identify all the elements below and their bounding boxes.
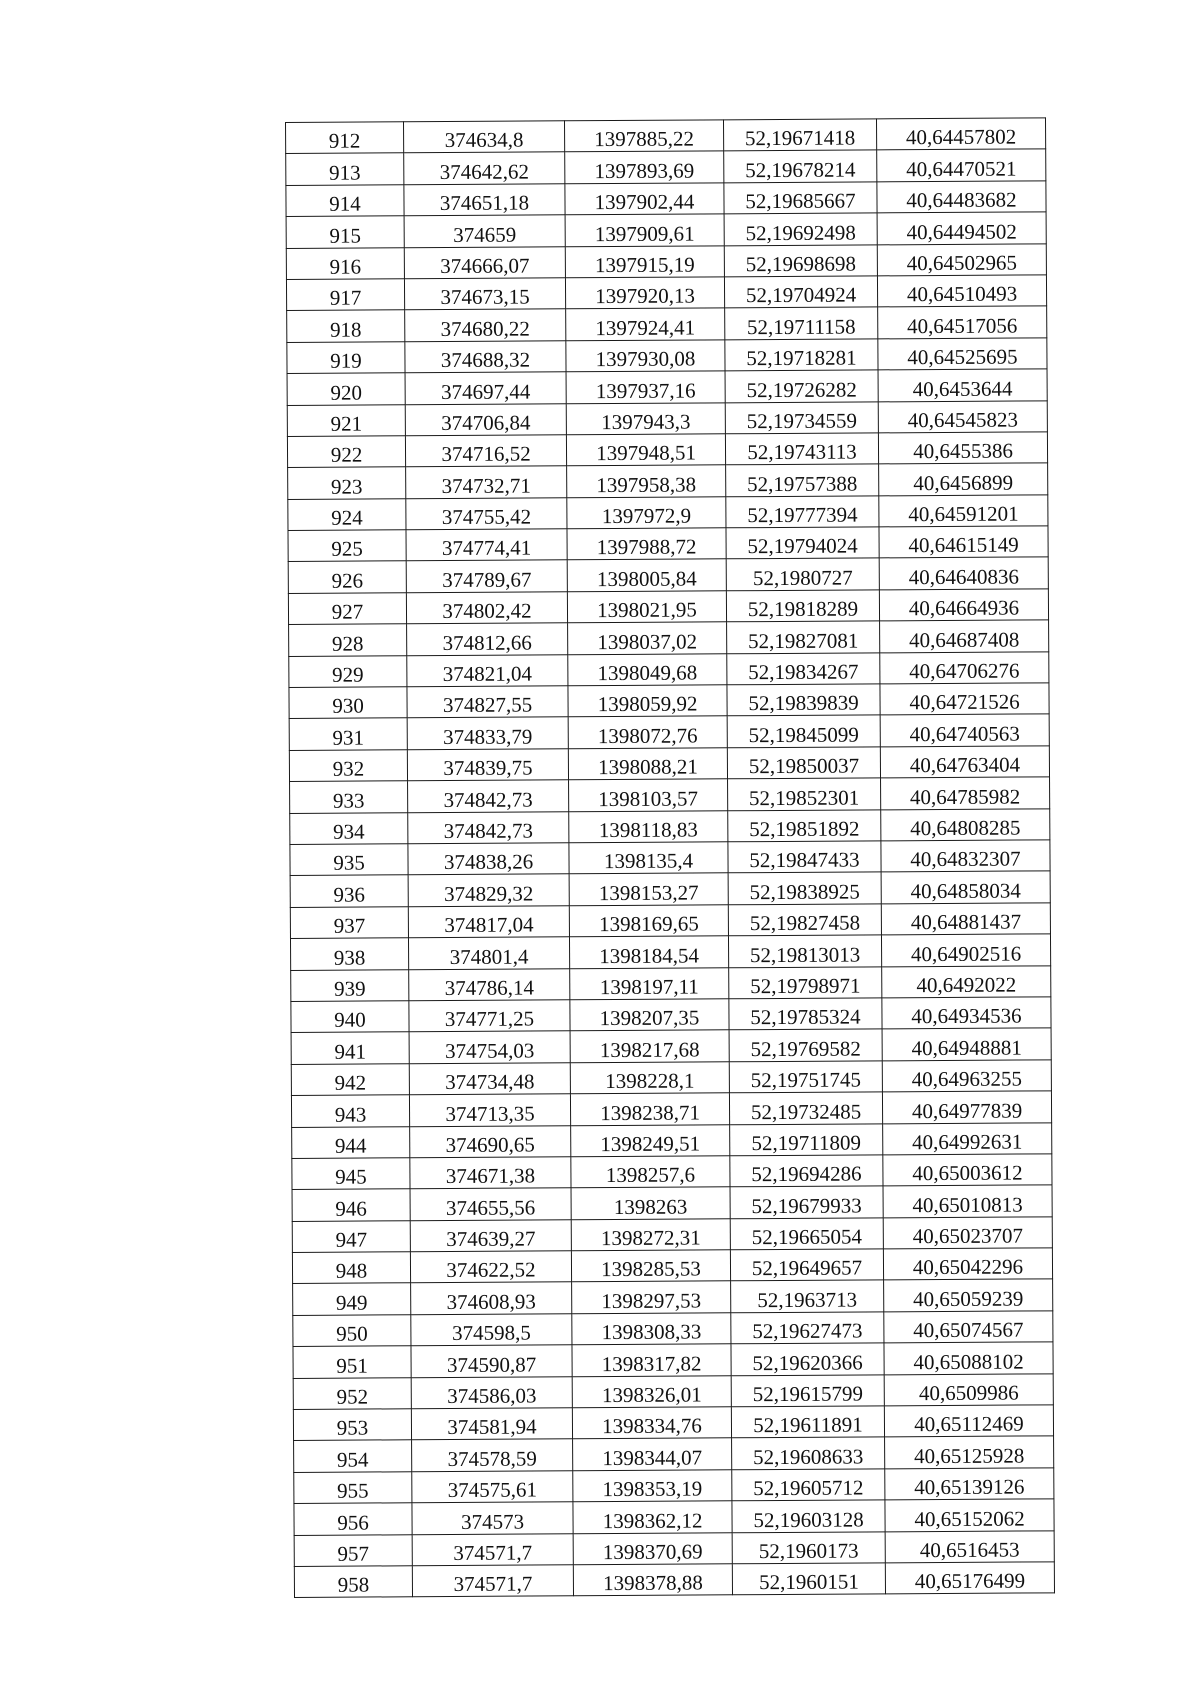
- point-number-cell: 933: [290, 781, 408, 813]
- longitude-cell: 40,64992631: [883, 1122, 1052, 1154]
- longitude-cell: 40,64687408: [880, 620, 1049, 652]
- table-row: [291, 1091, 1051, 1127]
- x-coordinate-cell: 374671,38: [410, 1157, 571, 1189]
- x-coordinate-cell: 374666,07: [404, 246, 565, 278]
- y-coordinate-cell: 1397915,19: [565, 245, 724, 277]
- longitude-cell: 40,64517056: [878, 306, 1047, 338]
- point-number-cell: 941: [291, 1032, 409, 1064]
- table-row: [294, 1530, 1054, 1566]
- table-row: [289, 746, 1049, 782]
- longitude-cell: 40,64902516: [881, 934, 1050, 966]
- x-coordinate-cell: 374578,59: [412, 1439, 573, 1471]
- point-number-cell: 924: [288, 498, 406, 530]
- latitude-cell: 52,19852301: [728, 778, 881, 810]
- longitude-cell: 40,65010813: [883, 1185, 1052, 1217]
- y-coordinate-cell: 1398317,82: [572, 1344, 731, 1376]
- point-number-cell: 948: [292, 1252, 410, 1284]
- point-number-cell: 926: [288, 561, 406, 593]
- point-number-cell: 915: [286, 216, 404, 248]
- x-coordinate-cell: 374575,61: [412, 1471, 573, 1503]
- y-coordinate-cell: 1398072,76: [568, 716, 727, 748]
- y-coordinate-cell: 1398169,65: [569, 905, 728, 937]
- x-coordinate-cell: 374688,32: [405, 341, 566, 373]
- table-row: [290, 903, 1050, 939]
- table-row: [289, 714, 1049, 750]
- point-number-cell: 939: [291, 969, 409, 1001]
- point-number-cell: 958: [294, 1566, 412, 1598]
- point-number-cell: 920: [287, 373, 405, 405]
- latitude-cell: 52,19785324: [729, 998, 882, 1030]
- table-row: [294, 1499, 1054, 1535]
- coordinate-table: [285, 117, 1055, 1598]
- longitude-cell: 40,65088102: [884, 1342, 1053, 1374]
- table-row: [286, 243, 1046, 279]
- longitude-cell: 40,6509986: [884, 1373, 1053, 1405]
- longitude-cell: 40,6516453: [885, 1530, 1054, 1562]
- point-number-cell: 921: [287, 404, 405, 436]
- x-coordinate-cell: 374622,52: [410, 1251, 571, 1283]
- table-row: [288, 526, 1048, 562]
- y-coordinate-cell: 1397948,51: [566, 434, 725, 466]
- y-coordinate-cell: 1397909,61: [565, 214, 724, 246]
- longitude-cell: 40,64934536: [882, 997, 1051, 1029]
- y-coordinate-cell: 1398135,4: [569, 842, 728, 874]
- x-coordinate-cell: 374571,7: [412, 1565, 573, 1597]
- y-coordinate-cell: 1398021,95: [567, 591, 726, 623]
- point-number-cell: 919: [287, 342, 405, 374]
- longitude-cell: 40,65112469: [884, 1405, 1053, 1437]
- point-number-cell: 923: [288, 467, 406, 499]
- table-row: [294, 1436, 1054, 1472]
- longitude-cell: 40,64832307: [881, 840, 1050, 872]
- point-number-cell: 912: [286, 122, 404, 154]
- y-coordinate-cell: 1398344,07: [573, 1438, 732, 1470]
- latitude-cell: 52,19605712: [732, 1469, 885, 1501]
- y-coordinate-cell: 1398153,27: [569, 873, 728, 905]
- y-coordinate-cell: 1398228,1: [570, 1062, 729, 1094]
- table-row: [286, 118, 1046, 154]
- table-row: [290, 777, 1050, 813]
- x-coordinate-cell: 374716,52: [405, 435, 566, 467]
- longitude-cell: 40,64664936: [879, 589, 1048, 621]
- table-row: [293, 1279, 1053, 1315]
- x-coordinate-cell: 374673,15: [404, 278, 565, 310]
- latitude-cell: 52,19813013: [728, 935, 881, 967]
- point-number-cell: 922: [287, 436, 405, 468]
- latitude-cell: 52,19698698: [724, 244, 877, 276]
- table-row: [289, 683, 1049, 719]
- point-number-cell: 950: [293, 1315, 411, 1347]
- y-coordinate-cell: 1398272,31: [571, 1218, 730, 1250]
- table-row: [286, 149, 1046, 185]
- latitude-cell: 52,19649657: [730, 1249, 883, 1281]
- table-row: [291, 997, 1051, 1033]
- y-coordinate-cell: 1398297,53: [572, 1281, 731, 1313]
- y-coordinate-cell: 1397937,16: [566, 371, 725, 403]
- latitude-cell: 52,19798971: [729, 966, 882, 998]
- point-number-cell: 954: [294, 1440, 412, 1472]
- point-number-cell: 932: [289, 750, 407, 782]
- latitude-cell: 52,19726282: [725, 370, 878, 402]
- latitude-cell: 52,19847433: [728, 841, 881, 873]
- y-coordinate-cell: 1398263: [571, 1187, 730, 1219]
- point-number-cell: 953: [293, 1409, 411, 1441]
- x-coordinate-cell: 374573: [412, 1502, 573, 1534]
- table-row: [290, 808, 1050, 844]
- longitude-cell: 40,65139126: [885, 1468, 1054, 1500]
- table-row: [292, 1154, 1052, 1190]
- latitude-cell: 52,19620366: [731, 1343, 884, 1375]
- longitude-cell: 40,64721526: [880, 683, 1049, 715]
- latitude-cell: 52,19627473: [731, 1312, 884, 1344]
- y-coordinate-cell: 1398059,92: [568, 685, 727, 717]
- point-number-cell: 947: [292, 1220, 410, 1252]
- y-coordinate-cell: 1398326,01: [572, 1375, 731, 1407]
- latitude-cell: 52,19751745: [729, 1061, 882, 1093]
- point-number-cell: 944: [292, 1126, 410, 1158]
- latitude-cell: 52,1960173: [732, 1531, 885, 1563]
- point-number-cell: 931: [289, 718, 407, 750]
- table-row: [286, 275, 1046, 311]
- table-row: [289, 620, 1049, 656]
- latitude-cell: 52,19827458: [728, 904, 881, 936]
- y-coordinate-cell: 1398370,69: [573, 1532, 732, 1564]
- y-coordinate-cell: 1398118,83: [569, 810, 728, 842]
- x-coordinate-cell: 374755,42: [406, 497, 567, 529]
- x-coordinate-cell: 374634,8: [404, 121, 565, 153]
- y-coordinate-cell: 1398249,51: [571, 1124, 730, 1156]
- latitude-cell: 52,19834267: [727, 653, 880, 685]
- y-coordinate-cell: 1398378,88: [573, 1564, 732, 1596]
- table-body: [286, 118, 1055, 1598]
- longitude-cell: 40,65176499: [885, 1562, 1054, 1594]
- latitude-cell: 52,19665054: [730, 1218, 883, 1250]
- latitude-cell: 52,19839839: [727, 684, 880, 716]
- latitude-cell: 52,19827081: [727, 621, 880, 653]
- x-coordinate-cell: 374706,84: [405, 403, 566, 435]
- longitude-cell: 40,64483682: [877, 181, 1046, 213]
- longitude-cell: 40,64785982: [881, 777, 1050, 809]
- table-row: [287, 338, 1047, 374]
- x-coordinate-cell: 374713,35: [409, 1094, 570, 1126]
- latitude-cell: 52,19743113: [725, 433, 878, 465]
- point-number-cell: 928: [289, 624, 407, 656]
- point-number-cell: 925: [288, 530, 406, 562]
- latitude-cell: 52,19769582: [729, 1029, 882, 1061]
- longitude-cell: 40,64881437: [881, 903, 1050, 935]
- table-row: [288, 557, 1048, 593]
- y-coordinate-cell: 1397972,9: [567, 497, 726, 529]
- point-number-cell: 937: [290, 907, 408, 939]
- point-number-cell: 916: [286, 247, 404, 279]
- longitude-cell: 40,65023707: [883, 1217, 1052, 1249]
- point-number-cell: 956: [294, 1503, 412, 1535]
- y-coordinate-cell: 1398308,33: [572, 1313, 731, 1345]
- point-number-cell: 945: [292, 1158, 410, 1190]
- y-coordinate-cell: 1397885,22: [564, 120, 723, 152]
- latitude-cell: 52,19671418: [723, 119, 876, 151]
- longitude-cell: 40,64977839: [882, 1091, 1051, 1123]
- point-number-cell: 943: [291, 1095, 409, 1127]
- longitude-cell: 40,64470521: [877, 149, 1046, 181]
- point-number-cell: 913: [286, 153, 404, 185]
- latitude-cell: 52,19679933: [730, 1186, 883, 1218]
- table-row: [291, 1028, 1051, 1064]
- latitude-cell: 52,19608633: [732, 1437, 885, 1469]
- longitude-cell: 40,64706276: [880, 651, 1049, 683]
- point-number-cell: 927: [288, 593, 406, 625]
- latitude-cell: 52,1980727: [726, 558, 879, 590]
- table-row: [287, 369, 1047, 405]
- point-number-cell: 917: [286, 279, 404, 311]
- latitude-cell: 52,19692498: [724, 213, 877, 245]
- x-coordinate-cell: 374829,32: [408, 874, 569, 906]
- x-coordinate-cell: 374817,04: [408, 906, 569, 938]
- latitude-cell: 52,19615799: [731, 1374, 884, 1406]
- table-row: [294, 1468, 1054, 1504]
- latitude-cell: 52,19694286: [730, 1155, 883, 1187]
- point-number-cell: 918: [287, 310, 405, 342]
- latitude-cell: 52,19711809: [730, 1123, 883, 1155]
- x-coordinate-cell: 374651,18: [404, 184, 565, 216]
- table-row: [292, 1217, 1052, 1253]
- longitude-cell: 40,64525695: [878, 338, 1047, 370]
- y-coordinate-cell: 1398334,76: [572, 1407, 731, 1439]
- point-number-cell: 934: [290, 812, 408, 844]
- x-coordinate-cell: 374734,48: [409, 1062, 570, 1094]
- x-coordinate-cell: 374590,87: [411, 1345, 572, 1377]
- point-number-cell: 946: [292, 1189, 410, 1221]
- longitude-cell: 40,6453644: [878, 369, 1047, 401]
- x-coordinate-cell: 374639,27: [410, 1219, 571, 1251]
- x-coordinate-cell: 374789,67: [406, 560, 567, 592]
- point-number-cell: 949: [293, 1283, 411, 1315]
- y-coordinate-cell: 1398197,11: [570, 967, 729, 999]
- latitude-cell: 52,19678214: [724, 150, 877, 182]
- point-number-cell: 914: [286, 185, 404, 217]
- table-row: [294, 1562, 1054, 1598]
- y-coordinate-cell: 1398217,68: [570, 1030, 729, 1062]
- x-coordinate-cell: 374827,55: [407, 686, 568, 718]
- latitude-cell: 52,19757388: [726, 464, 879, 496]
- table-row: [292, 1185, 1052, 1221]
- table-row: [286, 181, 1046, 217]
- table-row: [291, 965, 1051, 1001]
- latitude-cell: 52,19718281: [725, 339, 878, 371]
- y-coordinate-cell: 1397958,38: [567, 465, 726, 497]
- table-row: [293, 1405, 1053, 1441]
- x-coordinate-cell: 374598,5: [411, 1314, 572, 1346]
- point-number-cell: 929: [289, 655, 407, 687]
- longitude-cell: 40,64763404: [880, 746, 1049, 778]
- x-coordinate-cell: 374697,44: [405, 372, 566, 404]
- longitude-cell: 40,64640836: [879, 557, 1048, 589]
- table-row: [288, 589, 1048, 625]
- longitude-cell: 40,64948881: [882, 1028, 1051, 1060]
- x-coordinate-cell: 374732,71: [406, 466, 567, 498]
- longitude-cell: 40,64858034: [881, 871, 1050, 903]
- point-number-cell: 942: [291, 1063, 409, 1095]
- table-row: [288, 495, 1048, 531]
- point-number-cell: 935: [290, 844, 408, 876]
- x-coordinate-cell: 374812,66: [407, 623, 568, 655]
- y-coordinate-cell: 1398285,53: [571, 1250, 730, 1282]
- latitude-cell: 52,19777394: [726, 496, 879, 528]
- longitude-cell: 40,64615149: [879, 526, 1048, 558]
- y-coordinate-cell: 1398362,12: [573, 1501, 732, 1533]
- latitude-cell: 52,19734559: [725, 401, 878, 433]
- x-coordinate-cell: 374842,73: [408, 780, 569, 812]
- point-number-cell: 938: [290, 938, 408, 970]
- x-coordinate-cell: 374581,94: [411, 1408, 572, 1440]
- x-coordinate-cell: 374608,93: [411, 1282, 572, 1314]
- latitude-cell: 52,19685667: [724, 182, 877, 214]
- x-coordinate-cell: 374571,7: [412, 1533, 573, 1565]
- y-coordinate-cell: 1398103,57: [569, 779, 728, 811]
- longitude-cell: 40,65152062: [885, 1499, 1054, 1531]
- table-row: [289, 651, 1049, 687]
- y-coordinate-cell: 1397943,3: [566, 402, 725, 434]
- x-coordinate-cell: 374771,25: [409, 1000, 570, 1032]
- table-row: [286, 212, 1046, 248]
- latitude-cell: 52,1960151: [732, 1563, 885, 1595]
- table-row: [293, 1342, 1053, 1378]
- point-number-cell: 940: [291, 1001, 409, 1033]
- table-row: [291, 1060, 1051, 1096]
- y-coordinate-cell: 1397902,44: [565, 183, 724, 215]
- longitude-cell: 40,64457802: [876, 118, 1045, 150]
- point-number-cell: 955: [294, 1472, 412, 1504]
- x-coordinate-cell: 374801,4: [408, 937, 569, 969]
- table-row: [290, 871, 1050, 907]
- x-coordinate-cell: 374680,22: [405, 309, 566, 341]
- y-coordinate-cell: 1398353,19: [573, 1470, 732, 1502]
- x-coordinate-cell: 374642,62: [404, 152, 565, 184]
- latitude-cell: 52,19704924: [724, 276, 877, 308]
- x-coordinate-cell: 374802,42: [406, 592, 567, 624]
- y-coordinate-cell: 1398238,71: [570, 1093, 729, 1125]
- table-row: [290, 934, 1050, 970]
- latitude-cell: 52,19711158: [725, 307, 878, 339]
- longitude-cell: 40,64740563: [880, 714, 1049, 746]
- y-coordinate-cell: 1397988,72: [567, 528, 726, 560]
- latitude-cell: 52,19838925: [728, 872, 881, 904]
- point-number-cell: 952: [293, 1377, 411, 1409]
- latitude-cell: 52,19818289: [726, 590, 879, 622]
- longitude-cell: 40,64502965: [877, 243, 1046, 275]
- table-row: [292, 1122, 1052, 1158]
- latitude-cell: 52,1963713: [731, 1280, 884, 1312]
- latitude-cell: 52,19851892: [728, 809, 881, 841]
- latitude-cell: 52,19845099: [727, 715, 880, 747]
- longitude-cell: 40,65125928: [885, 1436, 1054, 1468]
- y-coordinate-cell: 1397893,69: [565, 151, 724, 183]
- table-row: [287, 432, 1047, 468]
- y-coordinate-cell: 1398207,35: [570, 999, 729, 1031]
- longitude-cell: 40,6492022: [882, 965, 1051, 997]
- x-coordinate-cell: 374839,75: [407, 749, 568, 781]
- table-row: [293, 1373, 1053, 1409]
- point-number-cell: 951: [293, 1346, 411, 1378]
- x-coordinate-cell: 374786,14: [409, 968, 570, 1000]
- longitude-cell: 40,65059239: [884, 1279, 1053, 1311]
- latitude-cell: 52,19794024: [726, 527, 879, 559]
- y-coordinate-cell: 1397920,13: [565, 277, 724, 309]
- latitude-cell: 52,19732485: [729, 1092, 882, 1124]
- x-coordinate-cell: 374586,03: [411, 1376, 572, 1408]
- y-coordinate-cell: 1398184,54: [569, 936, 728, 968]
- table-row: [292, 1248, 1052, 1284]
- longitude-cell: 40,64963255: [882, 1060, 1051, 1092]
- table-row: [287, 400, 1047, 436]
- longitude-cell: 40,64591201: [879, 495, 1048, 527]
- x-coordinate-cell: 374659: [404, 215, 565, 247]
- longitude-cell: 40,6455386: [878, 432, 1047, 464]
- table-row: [293, 1311, 1053, 1347]
- table-row: [290, 840, 1050, 876]
- longitude-cell: 40,64808285: [881, 808, 1050, 840]
- y-coordinate-cell: 1397930,08: [566, 340, 725, 372]
- table-row: [287, 306, 1047, 342]
- y-coordinate-cell: 1398037,02: [568, 622, 727, 654]
- point-number-cell: 957: [294, 1534, 412, 1566]
- longitude-cell: 40,64510493: [877, 275, 1046, 307]
- longitude-cell: 40,65003612: [883, 1154, 1052, 1186]
- longitude-cell: 40,65074567: [884, 1311, 1053, 1343]
- longitude-cell: 40,6456899: [879, 463, 1048, 495]
- point-number-cell: 936: [290, 875, 408, 907]
- latitude-cell: 52,19611891: [731, 1406, 884, 1438]
- x-coordinate-cell: 374842,73: [408, 811, 569, 843]
- x-coordinate-cell: 374690,65: [410, 1125, 571, 1157]
- x-coordinate-cell: 374821,04: [407, 654, 568, 686]
- x-coordinate-cell: 374754,03: [409, 1031, 570, 1063]
- table-row: [288, 463, 1048, 499]
- y-coordinate-cell: 1398005,84: [567, 559, 726, 591]
- y-coordinate-cell: 1398088,21: [568, 748, 727, 780]
- x-coordinate-cell: 374833,79: [407, 717, 568, 749]
- y-coordinate-cell: 1398257,6: [571, 1156, 730, 1188]
- longitude-cell: 40,64494502: [877, 212, 1046, 244]
- latitude-cell: 52,19850037: [727, 747, 880, 779]
- y-coordinate-cell: 1398049,68: [568, 653, 727, 685]
- x-coordinate-cell: 374774,41: [406, 529, 567, 561]
- latitude-cell: 52,19603128: [732, 1500, 885, 1532]
- y-coordinate-cell: 1397924,41: [566, 308, 725, 340]
- x-coordinate-cell: 374838,26: [408, 843, 569, 875]
- point-number-cell: 930: [289, 687, 407, 719]
- longitude-cell: 40,65042296: [883, 1248, 1052, 1280]
- x-coordinate-cell: 374655,56: [410, 1188, 571, 1220]
- longitude-cell: 40,64545823: [878, 400, 1047, 432]
